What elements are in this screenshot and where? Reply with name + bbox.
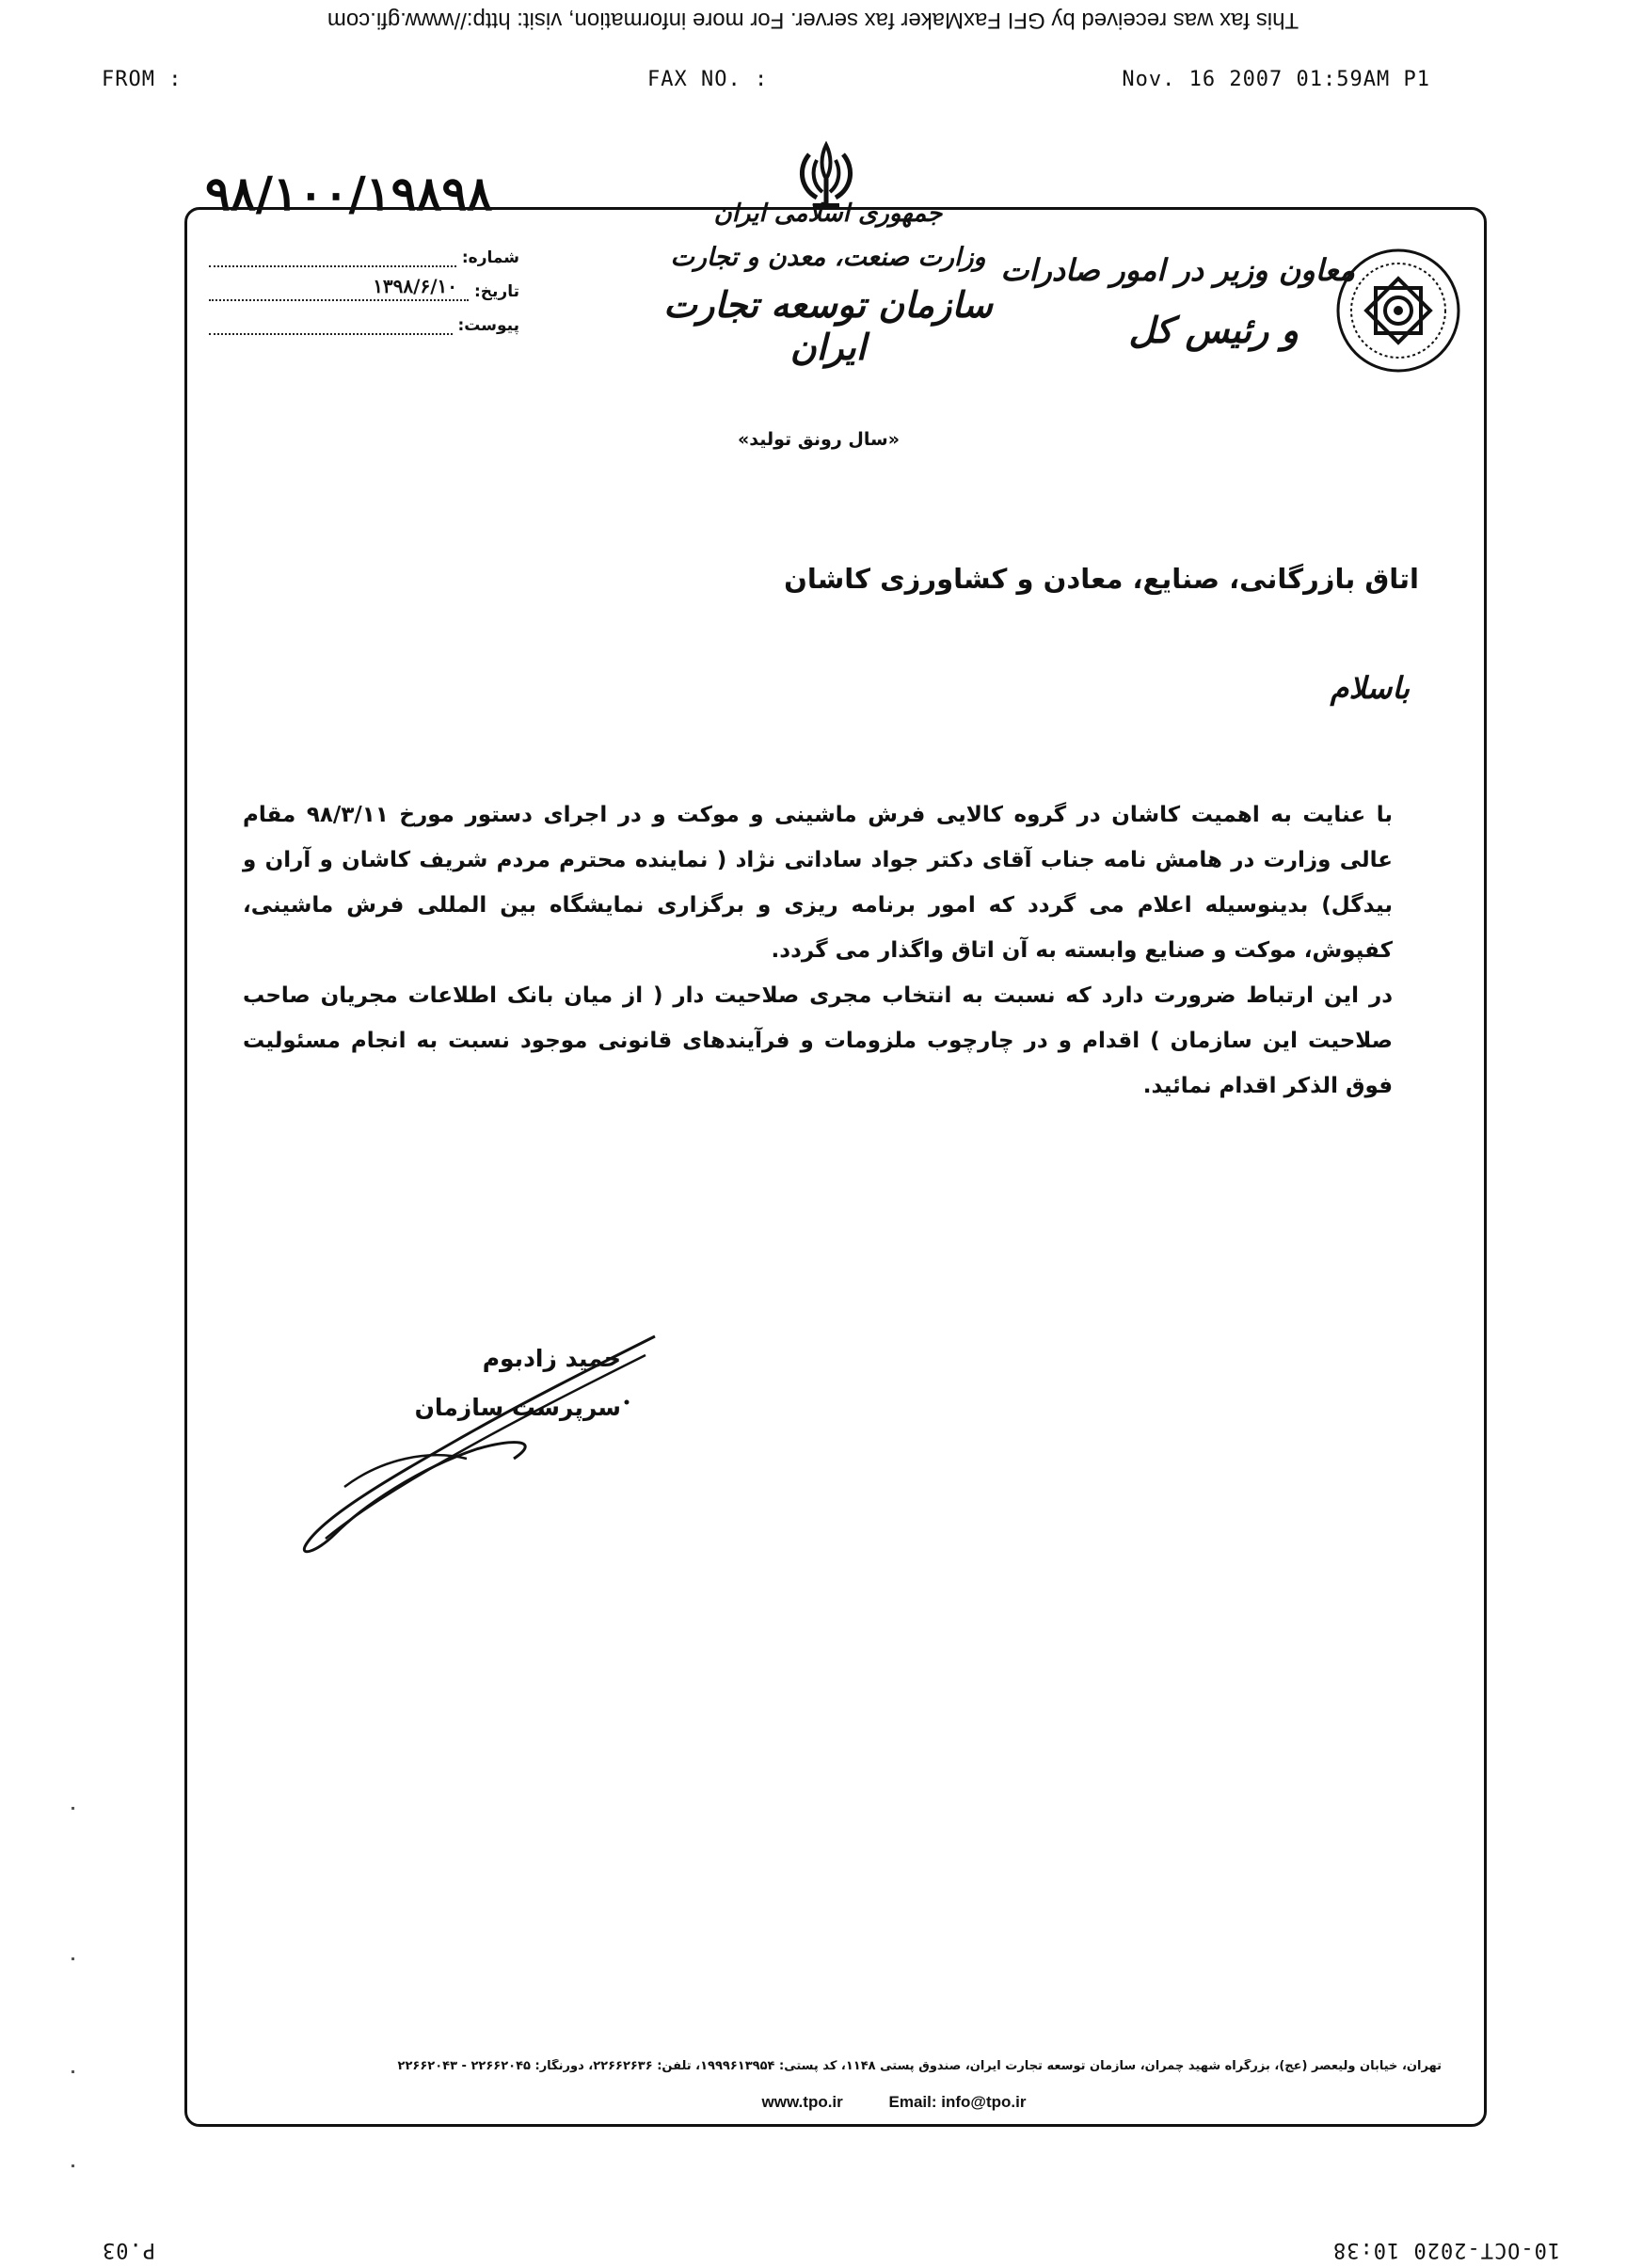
letter-body [243, 792, 1393, 1109]
letter-meta-block [209, 233, 519, 335]
fax-server-banner: This fax was received by GFI FaxMaker fax server. For more information, visit: http://www.gfi.com [327, 8, 1299, 33]
scan-artifact [72, 1807, 74, 1810]
scan-artifact [72, 2070, 74, 2073]
tpo-seal-logo-icon [1334, 247, 1462, 375]
fax-timestamp: Nov. 16 2007 01:59AM P1 [1122, 68, 1430, 91]
meta-date-row [209, 267, 519, 301]
ministry-name: وزارت صنعت، معدن و تجارت [670, 243, 986, 272]
meta-number-label: شماره: [461, 248, 519, 267]
meta-date-line [209, 275, 469, 301]
handwritten-signature [288, 1318, 664, 1562]
letter-body-paragraph-1: با عنایت به اهمیت کاشان در گروه کالایی فرش ماشینی و موکت و در اجرای دستور مورخ ۹۸/۳/۱۱ مقام عالی وزارت در هامش نامه جناب آقای دکتر جواد ساداتی نژاد ( نماینده محترم مردم شریف کاشان و آران و بیدگل) بدینوسیله اعلام می گردد که امور برنامه ریزی و برگزاری نمایشگاه بین المللی فرش ماشینی، کفپوش، موکت و صنایع وابسته به آن اتاق واگذار می گردد. [243, 803, 1393, 963]
fax-from-label: FROM : [102, 68, 183, 91]
meta-attachment-line [209, 316, 453, 335]
letter-recipient: اتاق بازرگانی، صنایع، معادن و کشاورزی کاشان [784, 563, 1419, 595]
letter-greeting: باسلام [1330, 670, 1410, 706]
fax-transmission-stamp: 10-OCT-2020 10:38 [1331, 2238, 1560, 2261]
meta-number-row [209, 233, 519, 267]
fax-page-stamp: P.03 [102, 2238, 155, 2261]
meta-number-line [209, 248, 456, 267]
sender-head-title: و رئیس کل [1128, 309, 1299, 351]
footer-email: Email: info@tpo.ir [888, 2093, 1027, 2111]
footer-contact [687, 2093, 1101, 2112]
meta-date-value: ۱۳۹۸/۶/۱۰ [373, 275, 457, 297]
meta-attachment-label: پیوست: [457, 316, 519, 335]
ministry-heading [640, 200, 1016, 368]
fax-number-label: FAX NO. : [647, 68, 769, 91]
meta-date-label: تاریخ: [474, 282, 519, 301]
republic-name: جمهوری اسلامی ایران [713, 200, 943, 228]
letter-body-paragraph-2: در این ارتباط ضرورت دارد که نسبت به انتخاب مجری صلاحیت دار ( از میان بانک اطلاعات مجریان صاحب صلاحیت این سازمان ) اقدام و در چارچوب ملزومات و فرآیندهای قانونی موجود نسبت به انجام مسئولیت فوق الذکر اقدام نمائید. [243, 983, 1393, 1098]
footer-website: www.tpo.ir [761, 2093, 843, 2111]
sender-deputy-title: معاون وزیر در امور صادرات [1000, 252, 1355, 288]
handwritten-reference-number: ۹۸/۱۰۰/۱۹۸۹۸ [205, 166, 493, 221]
footer-address: تهران، خیابان ولیعصر (عج)، بزرگراه شهید چمران، سازمان توسعه تجارت ایران، صندوق پستی ۱۱۴۸، کد پستی: ۱۹۹۹۶۱۳۹۵۴، تلفن: ۲۲۶۶۲۶۳۶، دورنگار: ۲۲۶۶۲۰۴۵ - ۲۲۶۶۲۰۴۳ [397, 2059, 1442, 2073]
sender-title-block [997, 252, 1355, 351]
letterhead-frame [184, 207, 1487, 2127]
year-slogan: «سال رونق تولید» [737, 429, 900, 450]
scan-artifact [72, 1957, 74, 1960]
meta-attachment-row [209, 301, 519, 335]
scan-artifact [72, 2164, 74, 2167]
signatory-title: سرپرست سازمان [414, 1394, 621, 1421]
organization-name: سازمان توسعه تجارت ایران [663, 283, 993, 368]
signatory-name: حمید زادبوم [482, 1345, 621, 1372]
